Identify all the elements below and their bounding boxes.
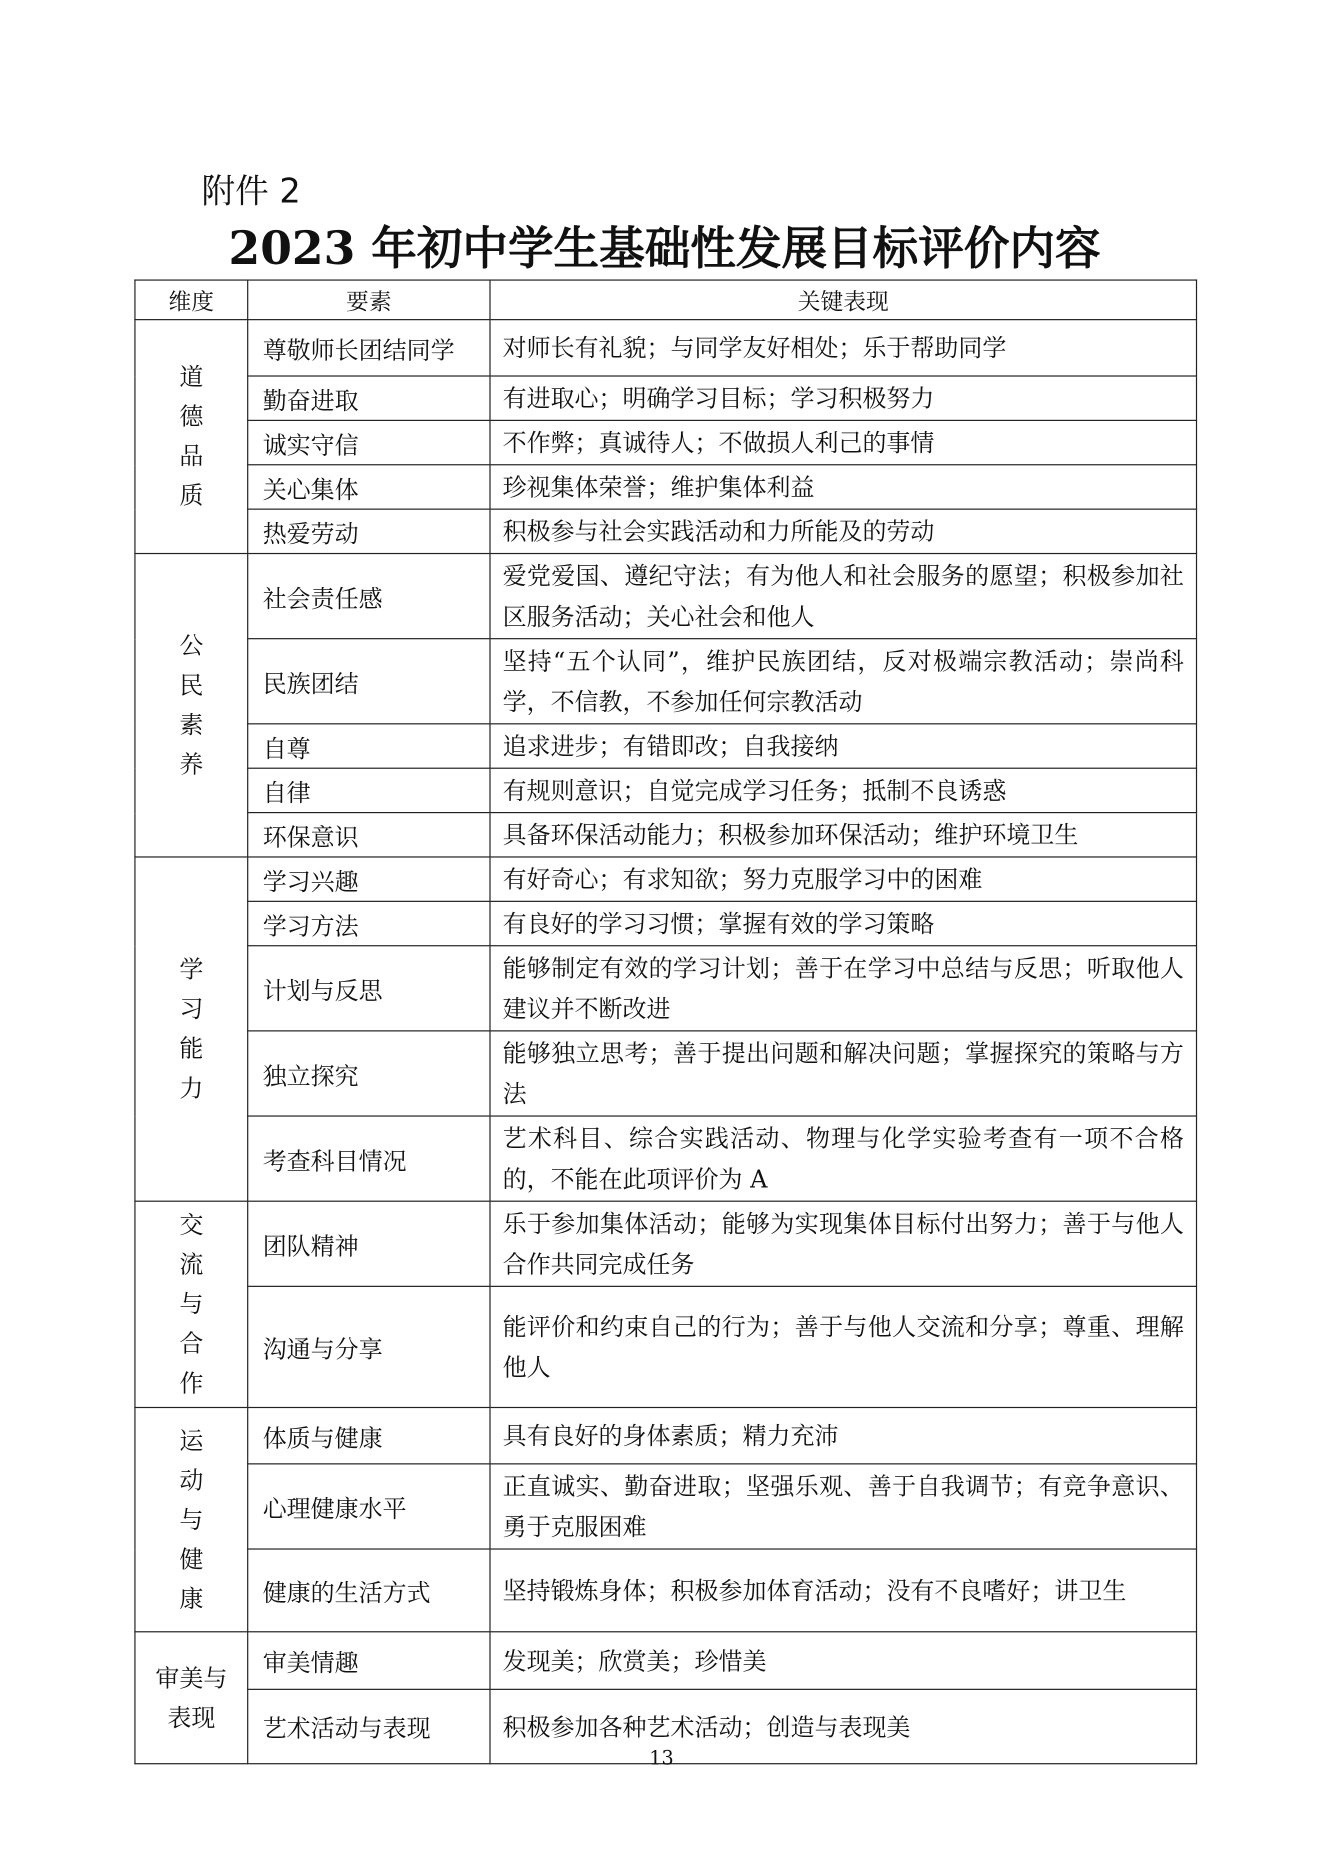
table-row (135, 1031, 1197, 1116)
dimension-char: 品 (179, 441, 204, 471)
element-cell: 学习兴趣 (248, 857, 490, 901)
dimension-cell (135, 1632, 248, 1764)
dimension-char: 民 (179, 670, 204, 700)
dimension-char: 能 (179, 1033, 204, 1063)
element-cell: 健康的生活方式 (248, 1549, 490, 1632)
column-header-dimension: 维度 (135, 280, 248, 320)
table-row (135, 509, 1197, 553)
dimension-cell (135, 1407, 248, 1631)
element-cell: 计划与反思 (248, 946, 490, 1031)
dimension-char: 与 (179, 1504, 204, 1534)
table-row (135, 901, 1197, 945)
table-row (135, 724, 1197, 768)
element-cell: 学习方法 (248, 901, 490, 945)
table-row (135, 1464, 1197, 1549)
performance-cell: 坚持“五个认同”，维护民族团结，反对极端宗教活动；崇尚科学，不信教，不参加任何宗教活动 (490, 639, 1197, 724)
evaluation-table (134, 279, 1197, 1764)
element-cell: 热爱劳动 (248, 509, 490, 553)
dimension-char: 质 (179, 480, 204, 510)
performance-cell: 对师长有礼貌；与同学友好相处；乐于帮助同学 (490, 320, 1197, 376)
dimension-cell (135, 857, 248, 1201)
dimension-char: 动 (179, 1465, 204, 1494)
table-row (135, 1116, 1197, 1201)
table-header-row (135, 280, 1197, 320)
table-row (135, 1407, 1197, 1463)
performance-cell: 坚持锻炼身体；积极参加体育活动；没有不良嗜好；讲卫生 (490, 1549, 1197, 1632)
element-cell: 社会责任感 (248, 554, 490, 639)
dimension-char: 作 (179, 1368, 204, 1398)
dimension-char: 养 (179, 749, 204, 779)
element-cell: 体质与健康 (248, 1407, 490, 1463)
element-cell: 团队精神 (248, 1201, 490, 1286)
performance-cell: 有良好的学习习惯；掌握有效的学习策略 (490, 901, 1197, 945)
dimension-char: 习 (179, 994, 204, 1024)
dimension-char: 运 (179, 1425, 204, 1455)
performance-cell: 发现美；欣赏美；珍惜美 (490, 1632, 1197, 1690)
table-row (135, 420, 1197, 464)
document-title: 2023 年初中学生基础性发展目标评价内容 (228, 220, 1101, 275)
performance-cell: 具有良好的身体素质；精力充沛 (490, 1407, 1197, 1463)
dimension-char: 流 (179, 1249, 204, 1279)
table-row (135, 376, 1197, 420)
dimension-cell (135, 554, 248, 857)
element-cell: 审美情趣 (248, 1632, 490, 1690)
dimension-cell (135, 320, 248, 554)
table-row (135, 946, 1197, 1031)
dimension-line: 表现 (167, 1702, 216, 1732)
dimension-char: 公 (179, 630, 204, 660)
table-row (135, 465, 1197, 509)
element-cell: 考查科目情况 (248, 1116, 490, 1201)
attachment-label: 附件 2 (201, 171, 301, 212)
element-cell: 独立探究 (248, 1031, 490, 1116)
performance-cell: 能够独立思考；善于提出问题和解决问题；掌握探究的策略与方法 (490, 1031, 1197, 1116)
performance-cell: 有规则意识；自觉完成学习任务；抵制不良诱惑 (490, 768, 1197, 812)
table-row (135, 554, 1197, 639)
performance-cell: 艺术科目、综合实践活动、物理与化学实验考查有一项不合格的，不能在此项评价为 A (490, 1116, 1197, 1201)
dimension-char: 交 (179, 1210, 204, 1239)
element-cell: 自尊 (248, 724, 490, 768)
performance-cell: 乐于参加集体活动；能够为实现集体目标付出努力；善于与他人合作共同完成任务 (490, 1201, 1197, 1286)
performance-cell: 正直诚实、勤奋进取；坚强乐观、善于自我调节；有竞争意识、勇于克服困难 (490, 1464, 1197, 1549)
element-cell: 关心集体 (248, 465, 490, 509)
performance-cell: 珍视集体荣誉；维护集体利益 (490, 465, 1197, 509)
element-cell: 环保意识 (248, 813, 490, 857)
performance-cell: 不作弊；真诚待人；不做损人利己的事情 (490, 420, 1197, 464)
column-header-performance: 关键表现 (490, 280, 1197, 320)
element-cell: 民族团结 (248, 639, 490, 724)
dimension-char: 学 (179, 954, 204, 984)
table-row (135, 768, 1197, 812)
dimension-char: 健 (179, 1544, 204, 1574)
dimension-char: 康 (179, 1583, 204, 1613)
element-cell: 心理健康水平 (248, 1464, 490, 1549)
table-row (135, 1286, 1197, 1407)
element-cell: 自律 (248, 768, 490, 812)
element-cell: 诚实守信 (248, 420, 490, 464)
table-row (135, 1201, 1197, 1286)
dimension-char: 合 (179, 1328, 204, 1358)
performance-cell: 爱党爱国、遵纪守法；有为他人和社会服务的愿望；积极参加社区服务活动；关心社会和他人 (490, 554, 1197, 639)
dimension-char: 与 (179, 1289, 204, 1319)
performance-cell: 能评价和约束自己的行为；善于与他人交流和分享；尊重、理解他人 (490, 1286, 1197, 1407)
table-row (135, 639, 1197, 724)
performance-cell: 具备环保活动能力；积极参加环保活动；维护环境卫生 (490, 813, 1197, 857)
element-cell: 沟通与分享 (248, 1286, 490, 1407)
dimension-line: 审美与 (155, 1662, 228, 1692)
table-row (135, 320, 1197, 376)
element-cell: 艺术活动与表现 (248, 1689, 490, 1763)
performance-cell: 积极参加各种艺术活动；创造与表现美 (490, 1689, 1197, 1763)
element-cell: 勤奋进取 (248, 376, 490, 420)
column-header-element: 要素 (248, 280, 490, 320)
table-row (135, 813, 1197, 857)
table-row (135, 1632, 1197, 1690)
performance-cell: 有好奇心；有求知欲；努力克服学习中的困难 (490, 857, 1197, 901)
dimension-cell (135, 1201, 248, 1407)
performance-cell: 追求进步；有错即改；自我接纳 (490, 724, 1197, 768)
performance-cell: 有进取心；明确学习目标；学习积极努力 (490, 376, 1197, 420)
dimension-char: 力 (179, 1073, 204, 1103)
dimension-char: 德 (179, 401, 204, 431)
dimension-char: 道 (179, 362, 204, 392)
performance-cell: 积极参与社会实践活动和力所能及的劳动 (490, 509, 1197, 553)
table-row (135, 857, 1197, 901)
element-cell: 尊敬师长团结同学 (248, 320, 490, 376)
table-row (135, 1549, 1197, 1632)
dimension-char: 素 (179, 710, 204, 739)
page-number: 13 (649, 1746, 674, 1770)
performance-cell: 能够制定有效的学习计划；善于在学习中总结与反思；听取他人建议并不断改进 (490, 946, 1197, 1031)
